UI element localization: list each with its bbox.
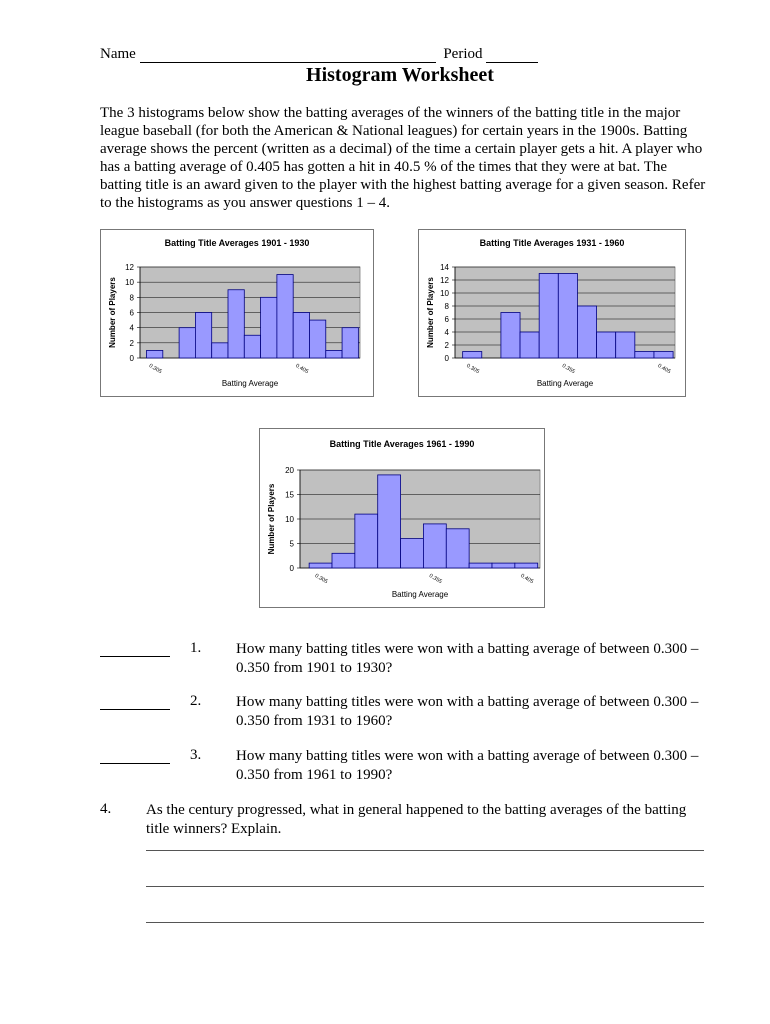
question-text-3: How many batting titles were won with a batting average of between 0.300 – 0.350 from 1961 to 1990? <box>236 748 699 783</box>
period-field[interactable] <box>486 62 538 63</box>
histogram-bar <box>179 328 195 358</box>
answer-blank-1[interactable] <box>100 656 170 657</box>
y-tick-label: 15 <box>285 490 294 500</box>
histogram-bar <box>492 563 515 568</box>
y-tick-label: 0 <box>129 354 134 363</box>
histogram-bar <box>446 529 469 568</box>
histogram-bar <box>469 563 492 568</box>
y-tick-label: 6 <box>444 315 449 324</box>
x-tick-label: 0.305 <box>313 573 329 586</box>
y-tick-label: 8 <box>444 302 449 311</box>
y-tick-label: 0 <box>289 564 294 573</box>
histogram-bar <box>501 313 520 359</box>
answer-line-1[interactable] <box>146 850 704 851</box>
histogram-bar <box>261 297 277 358</box>
histogram-bar <box>558 274 577 359</box>
histogram-bar <box>401 539 424 568</box>
y-tick-label: 10 <box>125 278 134 288</box>
y-tick-label: 5 <box>289 539 294 549</box>
x-tick-label: 0.355 <box>560 363 576 376</box>
y-tick-label: 12 <box>440 276 449 285</box>
question-number-3: 3. <box>190 747 202 763</box>
x-axis-label: Batting Average <box>221 379 279 388</box>
histogram-svg-2 <box>419 230 685 396</box>
histogram-svg-1 <box>101 230 373 396</box>
answer-blank-3[interactable] <box>100 763 170 764</box>
question-number-1: 1. <box>190 640 202 656</box>
question-number-4: 4. <box>100 801 112 817</box>
x-tick-label: 0.355 <box>427 573 443 586</box>
y-axis-label: Number of Players <box>426 277 435 348</box>
y-axis-label: Number of Players <box>108 277 117 348</box>
question-text-2: How many batting titles were won with a batting average of between 0.300 – 0.350 from 1931 to 1960? <box>236 694 699 729</box>
y-tick-label: 10 <box>285 515 294 524</box>
histogram-bar <box>577 306 596 358</box>
y-tick-label: 2 <box>444 341 449 350</box>
intro-paragraph: The 3 histograms below show the batting averages of the winners of the batting title in the major league baseball (for both the American & National leagues) for certain years in the 1900s. Batting average shows the percent (written as a decimal) of the time a certain player gets a hit. A player who has a batting average of 0.405 has gotten a hit in 40.5 % of the times that they were at bat. The batting title is an award given to the player with the highest batting average for a given season. Refer to the histograms as you answer questions 1 – 4. <box>100 105 706 211</box>
y-tick-label: 6 <box>129 308 134 318</box>
period-label: Period <box>443 46 483 62</box>
page-title: Histogram Worksheet <box>306 64 494 86</box>
question-text-1: How many batting titles were won with a batting average of between 0.300 – 0.350 from 1901 to 1930? <box>236 641 699 676</box>
histogram-bar <box>212 343 228 358</box>
histogram-bar <box>147 350 163 358</box>
y-tick-label: 8 <box>129 293 134 303</box>
histogram-bar <box>326 350 342 358</box>
histogram-chart-1 <box>100 229 374 397</box>
histogram-chart-3 <box>259 428 545 608</box>
y-tick-label: 4 <box>444 328 449 337</box>
histogram-chart-2 <box>418 229 686 397</box>
histogram-bar <box>309 563 332 568</box>
histogram-svg-3 <box>260 429 544 607</box>
x-axis-label: Batting Average <box>391 590 449 599</box>
histogram-bar <box>228 290 244 358</box>
histogram-bar <box>332 553 355 568</box>
histogram-bar <box>423 524 446 568</box>
histogram-bar <box>597 332 616 358</box>
histogram-bar <box>515 563 538 568</box>
histogram-bar <box>244 335 260 358</box>
histogram-bar <box>195 313 211 359</box>
chart-title: Batting Title Averages 1931 - 1960 <box>479 238 625 248</box>
histogram-bar <box>342 328 358 358</box>
histogram-bar <box>355 514 378 568</box>
y-tick-label: 2 <box>129 338 134 348</box>
histogram-bar <box>309 320 325 358</box>
y-tick-label: 10 <box>440 289 449 298</box>
histogram-bar <box>378 475 401 568</box>
header-line <box>100 46 700 63</box>
x-tick-label: 0.405 <box>519 573 535 586</box>
answer-line-3[interactable] <box>146 922 704 923</box>
x-tick-label: 0.305 <box>147 363 163 376</box>
answer-line-2[interactable] <box>146 886 704 887</box>
y-tick-label: 12 <box>125 263 134 272</box>
histogram-bar <box>654 352 673 359</box>
y-tick-label: 4 <box>129 323 134 333</box>
x-tick-label: 0.405 <box>656 363 672 376</box>
chart-title: Batting Title Averages 1961 - 1990 <box>329 439 475 449</box>
histogram-bar <box>616 332 635 358</box>
question-number-2: 2. <box>190 693 202 709</box>
histogram-bar <box>539 274 558 359</box>
name-field[interactable] <box>140 62 436 63</box>
answer-blank-2[interactable] <box>100 709 170 710</box>
histogram-bar <box>293 313 309 359</box>
x-tick-label: 0.405 <box>294 363 310 376</box>
y-axis-label: Number of Players <box>267 483 276 555</box>
y-tick-label: 20 <box>285 466 294 475</box>
y-tick-label: 14 <box>440 263 449 272</box>
histogram-bar <box>277 275 293 358</box>
histogram-bar <box>520 332 539 358</box>
question-text-4: As the century progressed, what in general happened to the batting averages of the batting title winners? Explain. <box>146 802 687 837</box>
histogram-bar <box>635 352 654 359</box>
y-tick-label: 0 <box>444 354 449 363</box>
chart-title: Batting Title Averages 1901 - 1930 <box>164 238 310 248</box>
x-tick-label: 0.305 <box>465 363 481 376</box>
histogram-bar <box>463 352 482 359</box>
name-label: Name <box>100 46 136 62</box>
x-axis-label: Batting Average <box>536 379 594 388</box>
